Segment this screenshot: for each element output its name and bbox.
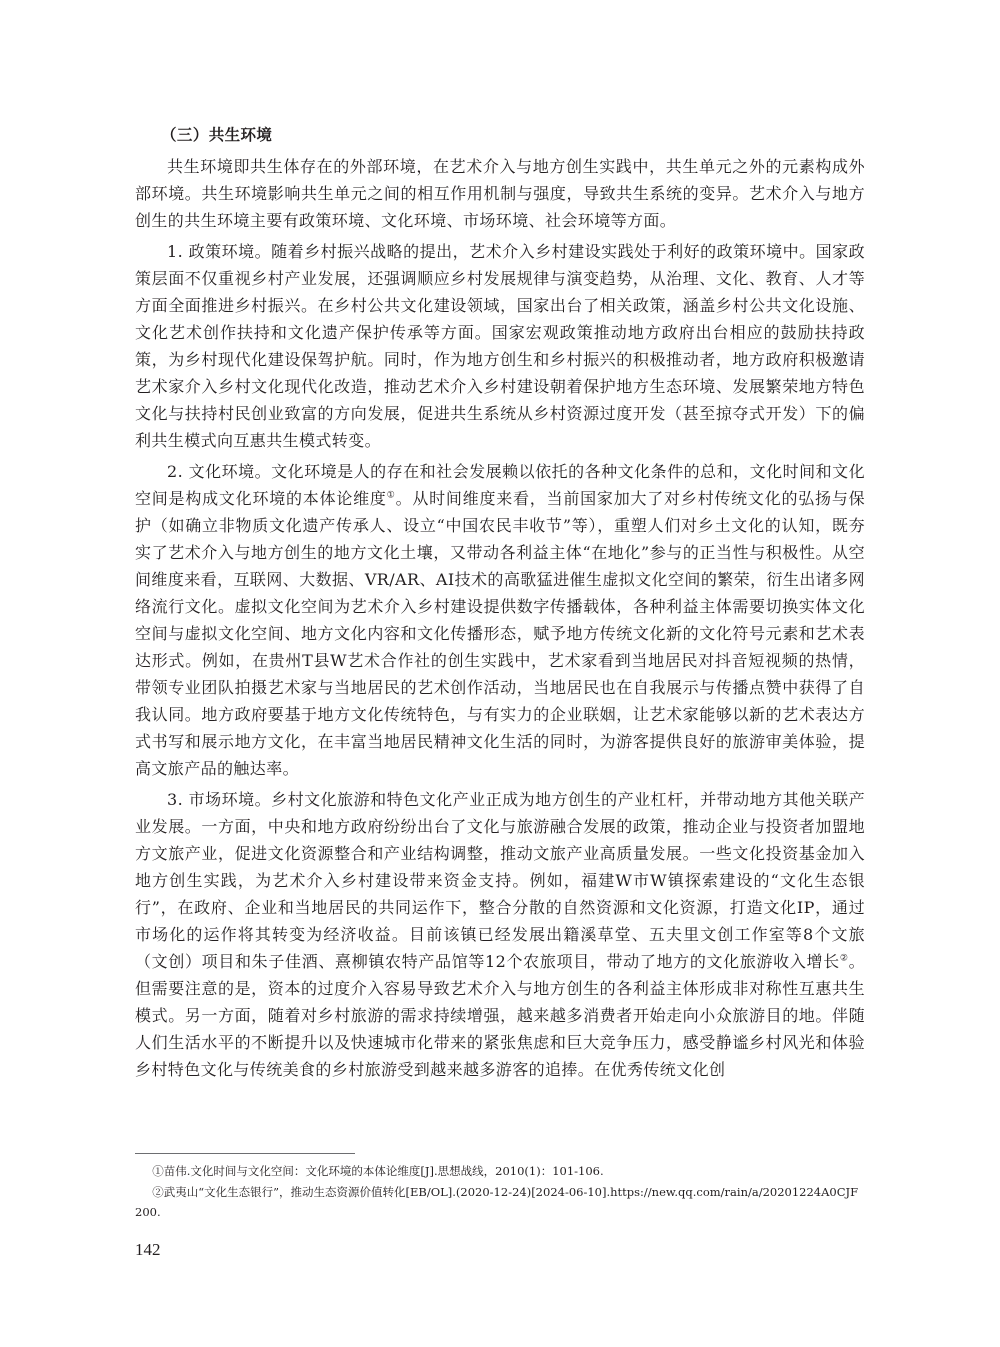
paragraph-text: 。从时间维度来看，当前国家加大了对乡村传统文化的弘扬与保护（如确立非物质文化遗产传承人、设立“中国农民丰收节”等），重塑人们对乡土文化的认知，既夯实了艺术介入与地方创生的地方文化土壤，又带动各利益主体“在地化”参与的正当性与积极性。从空间维度来看，互联网、大数据、VR/AR、AI技术的高歌猛进催生虚拟文化空间的繁荣，衍生出诸多网络流行文化。虚拟文化空间为艺术介入乡村建设提供数字传播载体，各种利益主体需要切换实体文化空间与虚拟文化空间、地方文化内容和文化传播形态，赋予地方传统文化新的文化符号元素和艺术表达形式。例如，在贵州T县W艺术合作社的创生实践中，艺术家看到当地居民对抖音短视频的热情，带领专业团队拍摄艺术家与当地居民的艺术创作活动，当地居民也在自我展示与传播点赞中获得了自我认同。地方政府要基于地方文化传统特色，与有实力的企业联姻，让艺术家能够以新的艺术表达方式书写和展示地方文化，在丰富当地居民精神文化生活的同时，为游客提供良好的旅游审美体验，提高文旅产品的触达率。 <box>135 489 866 778</box>
footnote-ref-2[interactable]: ② <box>839 953 849 964</box>
footnote-2: ②武夷山“文化生态银行”，推动生态资源价值转化[EB/OL].(2020-12-24)[2024-06-10].https://new.qq.com/rain/a/20201224A0CJF200. <box>135 1185 859 1219</box>
footnote-ref-1[interactable]: ① <box>386 490 396 501</box>
paragraph-text: 2. 文化环境。文化环境是人的存在和社会发展赖以依托的各种文化条件的总和，文化时间和文化空间是构成文化环境的本体论维度 <box>135 462 865 508</box>
paragraph-text: 。但需要注意的是，资本的过度介入容易导致艺术介入与地方创生的各利益主体形成非对称性互惠共生模式。另一方面，随着对乡村旅游的需求持续增强，越来越多消费者开始走向小众旅游目的地。伴随人们生活水平的不断提升以及快速城市化带来的紧张焦虑和巨大竞争压力，感受静谧乡村风光和体验乡村特色文化与传统美食的乡村旅游受到越来越多游客的追捧。在优秀传统文化创 <box>135 952 866 1079</box>
paragraph-intro: 共生环境即共生体存在的外部环境，在艺术介入与地方创生实践中，共生单元之外的元素构成外部环境。共生环境影响共生单元之间的相互作用机制与强度，导致共生系统的变异。艺术介入与地方创生的共生环境主要有政策环境、文化环境、市场环境、社会环境等方面。 <box>135 157 865 230</box>
footnote-1: ①苗伟.文化时间与文化空间：文化环境的本体论维度[J].思想战线，2010(1)：101-106. <box>152 1164 604 1178</box>
paragraph-market-environment <box>135 786 865 1083</box>
paragraph-cultural-environment <box>135 458 865 782</box>
page-number: 142 <box>135 1240 161 1259</box>
paragraph-text: 3. 市场环境。乡村文化旅游和特色文化产业正成为地方创生的产业杠杆，并带动地方其他关联产业发展。一方面，中央和地方政府纷纷出台了文化与旅游融合发展的政策，推动企业与投资者加盟地方文旅产业，促进文化资源整合和产业结构调整，推动文旅产业高质量发展。一些文化投资基金加入地方创生实践，为艺术介入乡村建设带来资金支持。例如，福建W市W镇探索建设的“文化生态银行”，在政府、企业和当地居民的共同运作下，整合分散的自然资源和文化资源，打造文化IP，通过市场化的运作将其转变为经济收益。目前该镇已经发展出籍溪草堂、五夫里文创工作室等8个文旅（文创）项目和朱子佳酒、熹柳镇农特产品馆等12个农旅项目，带动了地方的文化旅游收入增长 <box>135 790 865 971</box>
footnote-divider <box>135 1153 355 1154</box>
paragraph-policy-environment: 1. 政策环境。随着乡村振兴战略的提出，艺术介入乡村建设实践处于利好的政策环境中。国家政策层面不仅重视乡村产业发展，还强调顺应乡村发展规律与演变趋势，从治理、文化、教育、人才等方面全面推进乡村振兴。在乡村公共文化建设领域，国家出台了相关政策，涵盖乡村公共文化设施、文化艺术创作扶持和文化遗产保护传承等方面。国家宏观政策推动地方政府出台相应的鼓励扶持政策，为乡村现代化建设保驾护航。同时，作为地方创生和乡村振兴的积极推动者，地方政府积极邀请艺术家介入乡村文化现代化改造，推动艺术介入乡村建设朝着保护地方生态环境、发展繁荣地方特色文化与扶持村民创业致富的方向发展，促进共生系统从乡村资源过度开发（甚至掠夺式开发）下的偏利共生模式向互惠共生模式转变。 <box>135 242 865 450</box>
footnotes <box>135 1161 865 1223</box>
section-heading: （三）共生环境 <box>161 126 273 144</box>
body-text <box>135 122 865 1087</box>
